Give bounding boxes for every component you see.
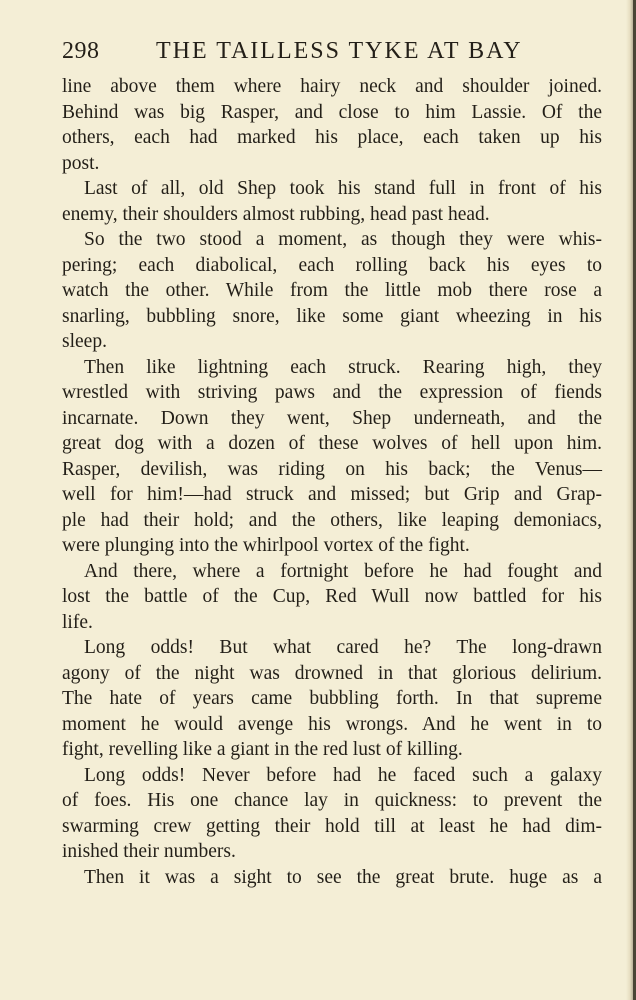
text-line: life. <box>62 611 93 633</box>
text-line: inished their numbers. <box>62 841 236 862</box>
text-line: incarnate. Down they went, Shep underneath, and the <box>62 407 602 429</box>
text-line: Long odds! Never before had he faced such a galaxy <box>84 764 602 786</box>
text-line: Then it was a sight to see the great brute. huge as a <box>84 866 602 888</box>
text-line: snarling, bubbling snore, like some giant wheezing in his <box>62 305 602 327</box>
text-line: Long odds! But what cared he? The long-drawn <box>84 637 602 658</box>
page-number: 298 <box>62 38 100 64</box>
text-line: well for him!—had struck and missed; but Grip and Grap- <box>62 484 602 505</box>
text-line: enemy, their shoulders almost rubbing, head past head. <box>62 203 490 225</box>
text-line: swarming crew getting their hold till at least he had dim- <box>62 815 602 837</box>
text-line: pering; each diabolical, each rolling back his eyes to <box>62 254 602 276</box>
text-line: ple had their hold; and the others, like leaping demoniacs, <box>62 509 602 531</box>
text-line: of foes. His one chance lay in quickness: to prevent the <box>62 790 602 811</box>
text-line: post. <box>62 152 100 174</box>
text-line: And there, where a fortnight before he had fought and <box>84 560 602 582</box>
text-line: Then like lightning each struck. Rearing high, they <box>84 356 602 378</box>
text-line: fight, revelling like a giant in the red lust of killing. <box>62 739 463 760</box>
text-line: The hate of years came bubbling forth. In that supreme <box>62 688 602 709</box>
text-line: were plunging into the whirlpool vortex of the fight. <box>62 535 470 556</box>
text-line: line above them where hairy neck and shoulder joined. <box>62 76 602 97</box>
text-line: So the two stood a moment, as though they were whis- <box>84 229 602 250</box>
body-text <box>62 74 602 890</box>
text-line: others, each had marked his place, each taken up his <box>62 127 602 148</box>
text-line: sleep. <box>62 331 107 352</box>
text-line: great dog with a dozen of these wolves of hell upon him. <box>62 433 602 454</box>
text-line: Last of all, old Shep took his stand full in front of his <box>84 178 602 199</box>
text-line: watch the other. While from the little mob there rose a <box>62 280 602 301</box>
text-line: wrestled with striving paws and the expression of fiends <box>62 382 602 403</box>
page-header <box>62 38 602 70</box>
text-line: agony of the night was drowned in that glorious delirium. <box>62 662 602 684</box>
running-title: THE TAILLESS TYKE AT BAY <box>156 38 523 64</box>
text-line: lost the battle of the Cup, Red Wull now battled for his <box>62 586 602 607</box>
text-line: moment he would avenge his wrongs. And he went in to <box>62 713 602 735</box>
text-line: Rasper, devilish, was riding on his back; the Venus— <box>62 458 602 480</box>
text-line: Behind was big Rasper, and close to him Lassie. Of the <box>62 101 602 123</box>
